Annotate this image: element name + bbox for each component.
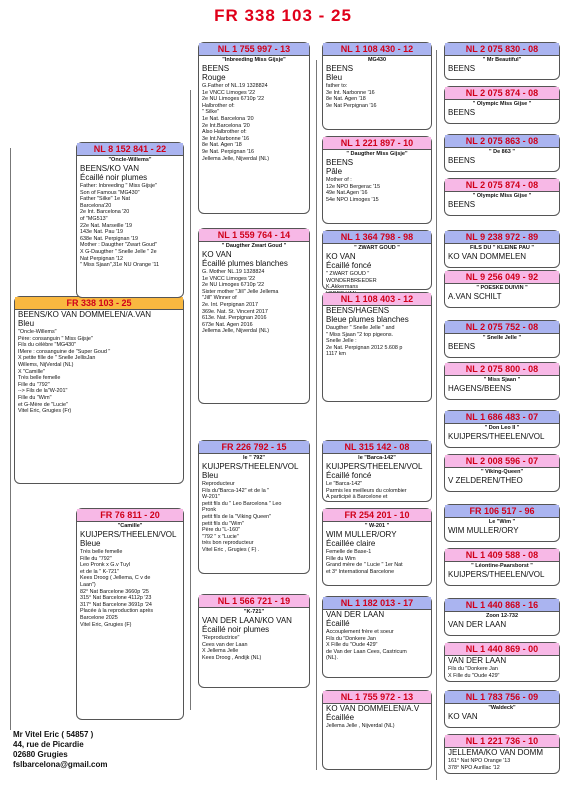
- note-line: " Silke": [202, 109, 220, 116]
- plumage-color: Bleue plumes blanches: [326, 315, 409, 324]
- breeder-name: WIM MULLER/ORY: [448, 526, 519, 535]
- note-line: Jellema Jelle, Nijverdal (NL): [202, 155, 270, 162]
- note-line: Nat Perpignan '12: [80, 255, 123, 262]
- breeder-name: JELLEMA/KO VAN DOMM: [448, 748, 543, 757]
- note-line: "Jill" Winner of: [202, 295, 237, 302]
- breeder-name: VAN DER LAAN: [326, 610, 385, 619]
- note-line: X G-Daugther " Snelle Jelle " 2e: [80, 248, 157, 255]
- note-line: et 3° International Barcelone: [326, 568, 395, 575]
- note-line: Father "Silke" 1e Nat: [80, 196, 130, 203]
- ring-number: NL 1 364 798 - 98: [323, 231, 431, 244]
- plumage-color: Écaillé foncé: [326, 471, 372, 480]
- note-line: 8e Nat. Agen '18: [326, 96, 366, 103]
- note-line: Fille du Wim: [326, 555, 356, 562]
- connector-line: [316, 60, 317, 770]
- note-line: " ZWART GOUD ": [326, 271, 370, 277]
- note-line: X Fille du "Oude 429": [448, 672, 500, 679]
- note-line: Père du "L-160": [202, 527, 240, 534]
- note-line: Pronk: [202, 507, 217, 514]
- note-line: Willems, NijVerdal (NL): [18, 361, 74, 368]
- note-line: Halbrother of:: [202, 102, 235, 109]
- plumage-color: Écaillée: [326, 713, 355, 722]
- ring-number: NL 315 142 - 08: [323, 441, 431, 454]
- note-line: Fils du"Barca-142" et de la ": [202, 487, 270, 494]
- breeder-name: VAN DER LAAN/KO VAN: [202, 616, 292, 625]
- plumage-color: Bleu: [202, 471, 219, 480]
- breeder-name: BEENS: [202, 64, 230, 73]
- nickname: " ZWART GOUD ": [354, 245, 400, 251]
- ring-number: NL 1 409 588 - 08: [445, 549, 559, 562]
- plumage-color: Bleu: [326, 73, 343, 82]
- note-line: 9e Nat Perpignan '16: [326, 102, 377, 109]
- nickname: FILS DU " KLEINE PAU ": [469, 245, 535, 251]
- note-line: Parmis les meilleurs du colombier: [326, 487, 407, 494]
- connector-line: [10, 148, 11, 730]
- notes: [199, 82, 309, 163]
- note-line: Father: Inbreeding " Miss Gijsje": [80, 183, 157, 189]
- note-line: 2e. Int. Perpignan 2017: [202, 301, 259, 308]
- subject-card: [14, 296, 184, 484]
- note-line: et de la " K-721": [80, 568, 119, 575]
- sss-card: [322, 42, 432, 130]
- breeder-name: BEENS/KO VAN DOMMELEN/A.VAN: [18, 310, 152, 319]
- nickname: " Léontine-Paarsborst ": [471, 563, 533, 569]
- nickname: " Mr Beautiful": [482, 57, 522, 63]
- great-grandparent-card: [444, 642, 560, 682]
- sdd-card: [322, 292, 432, 402]
- note-line: " Miss Sjaan",31e NU Orange '11: [80, 262, 160, 269]
- breeder-name: BEENS: [326, 158, 354, 167]
- notes: [323, 628, 431, 663]
- great-grandparent-card: [444, 230, 560, 268]
- breeder-name: BEENS: [448, 64, 476, 73]
- note-line: 1117 km: [326, 351, 346, 358]
- breeder-name: VAN DER LAAN: [448, 656, 507, 665]
- breeder-name: KUIJPERS/THEELEN/VOL: [326, 462, 423, 471]
- ring-number: NL 1 440 868 - 16: [445, 599, 559, 612]
- ring-number: NL 2 075 874 - 08: [445, 179, 559, 192]
- note-line: "792 " x "Lucie": [202, 533, 239, 540]
- note-line: 8e Nat. Agen '18: [202, 142, 242, 149]
- note-line: 1e VNCC Limoges '22: [202, 89, 256, 96]
- note-line: 143e Nat. Pau '19: [80, 229, 123, 236]
- ring-number: FR 106 517 - 96: [445, 505, 559, 518]
- plumage-color: Bleu: [18, 319, 35, 328]
- note-line: of "MG513": [80, 215, 108, 222]
- nickname: " Miss Sjaan ": [483, 377, 521, 383]
- note-line: Jellema Jelle, Nijverdal (NL): [202, 328, 270, 335]
- ring-number: NL 9 238 972 - 89: [445, 231, 559, 244]
- note-line: WONDERBREEDER: [326, 277, 377, 284]
- note-line: father to:: [326, 83, 348, 89]
- ring-number: NL 1 566 721 - 19: [199, 595, 309, 608]
- breeder-name: WIM MULLER/ORY: [326, 530, 397, 539]
- great-grandparent-card: [444, 134, 560, 172]
- owner-name: Mr Vitel Eric ( 54857 ): [13, 730, 94, 739]
- sire-card: [76, 142, 184, 298]
- note-line: 1e Nat. Barcelona '20: [202, 115, 254, 122]
- note-line: " Miss Sjaan "2 top pigeons.: [326, 331, 394, 338]
- note-line: Fille du "792": [18, 381, 50, 388]
- note-line: Mother of :: [326, 177, 352, 183]
- nickname: " Don Leo II ": [484, 425, 520, 431]
- notes: [199, 634, 309, 662]
- breeder-name: BEENS: [448, 342, 476, 351]
- note-line: Sister mother "Jill" Jelle Jellema: [202, 288, 279, 295]
- dam-card: [76, 508, 184, 720]
- great-grandparent-card: [444, 504, 560, 542]
- note-line: 9e Nat. Perpignan '16: [202, 148, 254, 155]
- ring-number: NL 1 755 997 - 13: [199, 43, 309, 56]
- note-line: 2e Nat. Perpignan 2012 5.608 p: [326, 344, 403, 351]
- note-line: G.Father of NL.19 1328824: [202, 83, 268, 89]
- ring-number: NL 8 152 841 - 22: [77, 143, 183, 156]
- note-line: "Reproductrice": [202, 635, 240, 641]
- breeder-name: KO VAN DOMMELEN: [448, 252, 527, 261]
- note-line: 317° Nat Barcelone 3691p '24: [80, 601, 152, 608]
- great-grandparent-card: [444, 270, 560, 308]
- notes: [77, 182, 183, 270]
- ring-number: NL 1 182 013 - 17: [323, 597, 431, 610]
- note-line: A participé à Barcelone et: [326, 494, 388, 501]
- note-line: Mother : Daugther "Zwart Goud": [80, 242, 157, 249]
- ring-number: NL 1 221 736 - 10: [445, 735, 559, 748]
- note-line: 54e NPO Limoges '15: [326, 196, 379, 203]
- note-line: Laan"): [80, 581, 96, 588]
- note-line: et G-Mère de "Lucie": [18, 401, 68, 408]
- note-line: X Jellema Jelle: [202, 648, 239, 655]
- nickname: " De 863 ": [488, 149, 515, 155]
- plumage-color: Écaillée claire: [326, 539, 376, 548]
- breeder-name: HAGENS/BEENS: [448, 384, 512, 393]
- note-line: X petite fille de " Snelle JellisJan: [18, 355, 96, 362]
- nickname: le " 792": [242, 455, 266, 461]
- breeder-name: BEENS: [326, 64, 354, 73]
- breeder-name: BEENS/KO VAN: [80, 164, 139, 173]
- great-grandparent-card: [444, 86, 560, 124]
- sds-card: [322, 230, 432, 290]
- nickname: Zoon 12-732: [485, 613, 519, 619]
- nickname: " Olympic Miss Gijse ": [472, 193, 532, 199]
- note-line: X Fille du "Oude 429": [326, 642, 378, 649]
- note-line: 315° Nat Barcelone 4112p '23: [80, 595, 152, 602]
- ring-number: NL 2 075 863 - 08: [445, 135, 559, 148]
- note-line: Accouplement frère et soeur: [326, 629, 394, 635]
- note-line: 673e Nat. Agen 2016: [202, 321, 253, 328]
- note-line: Daugther " Snelle Jelle " and: [326, 325, 395, 331]
- note-line: Son of Famous "MG430": [80, 189, 140, 196]
- connector-line: [190, 90, 191, 710]
- plumage-color: Écaillé foncé: [326, 261, 372, 270]
- dam-sire-card: [198, 440, 310, 574]
- owner-block: [13, 730, 108, 770]
- note-line: Kees Droog ( Jellema, C v de: [80, 575, 151, 582]
- note-line: K.Akkermans: [326, 284, 359, 291]
- note-line: Trés belle femelle: [18, 375, 61, 382]
- ring-number: FR 76 811 - 20: [77, 509, 183, 522]
- note-line: Femelle de Base-1: [326, 549, 372, 555]
- ring-number: NL 1 221 897 - 10: [323, 137, 431, 150]
- note-line: Trés belle femelle: [80, 549, 123, 555]
- notes: [323, 480, 431, 502]
- note-line: 369e. Nat. St. Vincent 2017: [202, 308, 268, 315]
- great-grandparent-card: [444, 362, 560, 400]
- great-grandparent-card: [444, 454, 560, 492]
- note-line: Le "Barca-142": [326, 481, 363, 487]
- note-line: Fille du "Wim": [18, 394, 52, 401]
- owner-street: 44, rue de Picardie: [13, 740, 84, 749]
- note-line: petit fils de la "Viking Queen": [202, 513, 272, 520]
- nickname: "Inbreeding Miss Gijsje": [222, 57, 286, 63]
- breeder-name: KUIJPERS/THEELEN/VOL: [448, 432, 545, 441]
- note-line: G. Mother NL.19 1328824: [202, 269, 265, 275]
- notes: [445, 757, 559, 772]
- ring-number: NL 1 755 972 - 13: [323, 691, 431, 704]
- note-line: Barcelone 2025: [80, 614, 118, 621]
- dds-card: [322, 596, 432, 678]
- great-grandparent-card: [444, 734, 560, 774]
- nickname: " Snelle Jelle ": [482, 335, 522, 341]
- note-line: 2e Int.Barcelona '20: [202, 122, 250, 129]
- note-line: Fils du "Donkere Jan: [448, 666, 498, 672]
- nickname: "K-721": [243, 609, 265, 615]
- ring-number: NL 2 075 800 - 08: [445, 363, 559, 376]
- nickname: " Olympic Miss Gijse ": [472, 101, 532, 107]
- dss-card: [322, 440, 432, 502]
- sire-dam-card: [198, 228, 310, 404]
- note-line: 3e Int.Narbonne '16: [202, 135, 250, 142]
- note-line: Leo Pronk x G.v Tuyl: [80, 562, 131, 569]
- ring-number: NL 1 559 764 - 14: [199, 229, 309, 242]
- notes: [445, 665, 559, 680]
- ring-number: NL 2 075 830 - 08: [445, 43, 559, 56]
- nickname: " W-201 ": [364, 523, 390, 529]
- owner-email[interactable]: fslbarcelona@gmail.com: [13, 760, 108, 769]
- breeder-name: KUIJPERS/THEELEN/VOL: [448, 570, 545, 579]
- note-line: 3e Int. Narbonne '16: [326, 89, 375, 96]
- plumage-color: Écaillé noir plumes: [202, 625, 270, 634]
- notes: [323, 82, 431, 110]
- plumage-color: Écaillé: [326, 619, 350, 628]
- ring-number: NL 2 075 752 - 08: [445, 321, 559, 334]
- ring-number: NL 9 256 049 - 92: [445, 271, 559, 284]
- note-line: petit fils du "Wim": [202, 520, 244, 527]
- breeder-name: VAN DER LAAN: [448, 620, 507, 629]
- ring-number: NL 1 686 483 - 07: [445, 411, 559, 424]
- ring-number: NL 1 108 403 - 12: [323, 293, 431, 306]
- note-line: 82° Nat Barcelone 3660p '25: [80, 588, 149, 595]
- dam-dam-card: [198, 594, 310, 688]
- ring-number: NL 2 075 874 - 08: [445, 87, 559, 100]
- ring-number: FR 338 103 - 25: [15, 297, 183, 310]
- ring-number: NL 2 008 596 - 07: [445, 455, 559, 468]
- note-line: petit fils du " Leo Barcelona " Leo: [202, 500, 282, 507]
- ring-number: NL 1 783 756 - 09: [445, 691, 559, 704]
- ring-number: FR 254 201 - 10: [323, 509, 431, 522]
- nickname: "Waldeck": [488, 705, 516, 711]
- note-line: 378° NPO Aurillac '12: [448, 764, 500, 771]
- great-grandparent-card: [444, 690, 560, 728]
- dsd-card: [322, 508, 432, 586]
- plumage-color: Rouge: [202, 73, 226, 82]
- note-line: Barcelona'20: [80, 202, 112, 209]
- ring-number: FR 226 792 - 15: [199, 441, 309, 454]
- note-line: Fils du "Donkere Jan: [326, 635, 376, 642]
- notes: [15, 328, 183, 416]
- notes: [199, 480, 309, 555]
- note-line: Snelle Jelle :: [326, 338, 357, 345]
- note-line: "Oncle-Willems": [18, 329, 57, 335]
- note-line: Vitel Eric , Grugies ( F) .: [202, 546, 260, 553]
- ddd-card: [322, 690, 432, 770]
- great-grandparent-card: [444, 548, 560, 586]
- note-line: 2e NU Limoges 6710p '22: [202, 96, 265, 103]
- breeder-name: KO VAN DOMMELEN/A.V: [326, 704, 420, 713]
- sire-sire-card: [198, 42, 310, 214]
- plumage-color: Écaillé plumes blanches: [202, 259, 288, 268]
- connector-line: [436, 50, 437, 780]
- ring-number: NL 1 440 869 - 00: [445, 643, 559, 656]
- note-line: très bon reproducteur: [202, 540, 254, 547]
- note-line: Kees Droog , Andijk (NL): [202, 654, 262, 661]
- note-line: Grand mère de " Lucie " 1er Nat: [326, 562, 403, 569]
- note-line: --> Fils de la"W-201": [18, 388, 68, 395]
- nickname: " Daugther Miss Gijsje": [346, 151, 408, 157]
- nickname: Le "Wim ": [488, 519, 516, 525]
- notes: [199, 268, 309, 336]
- note-line: W-201": [202, 494, 220, 501]
- great-grandparent-card: [444, 42, 560, 80]
- ring-number: NL 1 108 430 - 12: [323, 43, 431, 56]
- notes: [323, 324, 431, 359]
- notes: [323, 548, 431, 576]
- great-grandparent-card: [444, 410, 560, 448]
- note-line: Fille du "792": [80, 555, 112, 562]
- plumage-color: Écaillé noir plumes: [80, 173, 148, 182]
- nickname: le "Barca-142": [358, 455, 396, 461]
- note-line: Cees van der Laan: [202, 641, 248, 648]
- plumage-color: Pâle: [326, 167, 343, 176]
- ssd-card: [322, 136, 432, 224]
- note-line: 22e Nat. Marseille '19: [80, 222, 132, 229]
- notes: [77, 548, 183, 629]
- breeder-name: V ZELDEREN/THEO: [448, 476, 523, 485]
- note-line: Reproducteur: [202, 481, 235, 487]
- note-line: Fils du célèbre "MG430": [18, 342, 77, 349]
- note-line: 12e NPO Bergerac '15: [326, 183, 381, 190]
- nickname: " POESKE DUIVIN ": [476, 285, 528, 291]
- breeder-name: KO VAN: [448, 712, 478, 721]
- nickname: MG430: [367, 57, 387, 63]
- nickname: " Daugther Zwart Goud ": [221, 243, 287, 249]
- breeder-name: BEENS: [448, 156, 476, 165]
- note-line: 49e Nat.Agen '16: [326, 190, 368, 197]
- great-grandparent-card: [444, 320, 560, 358]
- plumage-color: Bleue: [80, 539, 101, 548]
- note-line: 1e VNCC Limoges '22: [202, 275, 256, 282]
- note-line: Vitel Eric, Grugies (Fr): [18, 408, 72, 415]
- breeder-name: KUIJPERS/THEELEN/VOL: [202, 462, 299, 471]
- note-line: Also Halbrother of:: [202, 129, 247, 136]
- note-line: 638e Nat. Perpignan '19: [80, 235, 138, 242]
- note-line: 161° Nat NPO Orange '13: [448, 758, 511, 764]
- breeder-name: KO VAN: [326, 252, 356, 261]
- breeder-name: BEENS: [448, 200, 476, 209]
- note-line: X "Camille": [18, 368, 45, 375]
- owner-city: 02680 Grugies: [13, 750, 68, 759]
- note-line: Placée à la reproduction après: [80, 608, 154, 615]
- nickname: "Oncle-Willems": [108, 157, 152, 163]
- notes: [323, 176, 431, 204]
- nickname: "Camille": [117, 523, 143, 529]
- note-line: de Van der Laan Cees, Castricum: [326, 648, 407, 655]
- note-line: (NL).: [326, 655, 338, 662]
- breeder-name: KUIJPERS/THEELEN/VOL: [80, 530, 177, 539]
- breeder-name: BEENS: [448, 108, 476, 117]
- note-line: IMere : consanguine de "Super Goud ": [18, 348, 111, 355]
- note-line: Vitel Eric, Grugies (F): [80, 621, 132, 628]
- notes: [323, 722, 431, 731]
- great-grandparent-card: [444, 598, 560, 636]
- note-line: Père: consanguin " Miss Gijsje": [18, 335, 93, 342]
- note-line: Jellema Jelle , Nijverdal (NL): [326, 723, 395, 729]
- breeder-name: KO VAN: [202, 250, 232, 259]
- note-line: 613e. Nat. Perpignan 2016: [202, 315, 267, 322]
- breeder-name: BEENS/HAGENS: [326, 306, 390, 315]
- great-grandparent-card: [444, 178, 560, 216]
- note-line: 2e Int. Barcelona '20: [80, 209, 130, 216]
- pedigree-title: FR 338 103 - 25: [214, 6, 352, 25]
- breeder-name: A.VAN SCHILT: [448, 292, 502, 301]
- nickname: " Viking-Queen": [480, 469, 524, 475]
- note-line: 2e NU Limoges 6710p '22: [202, 282, 265, 289]
